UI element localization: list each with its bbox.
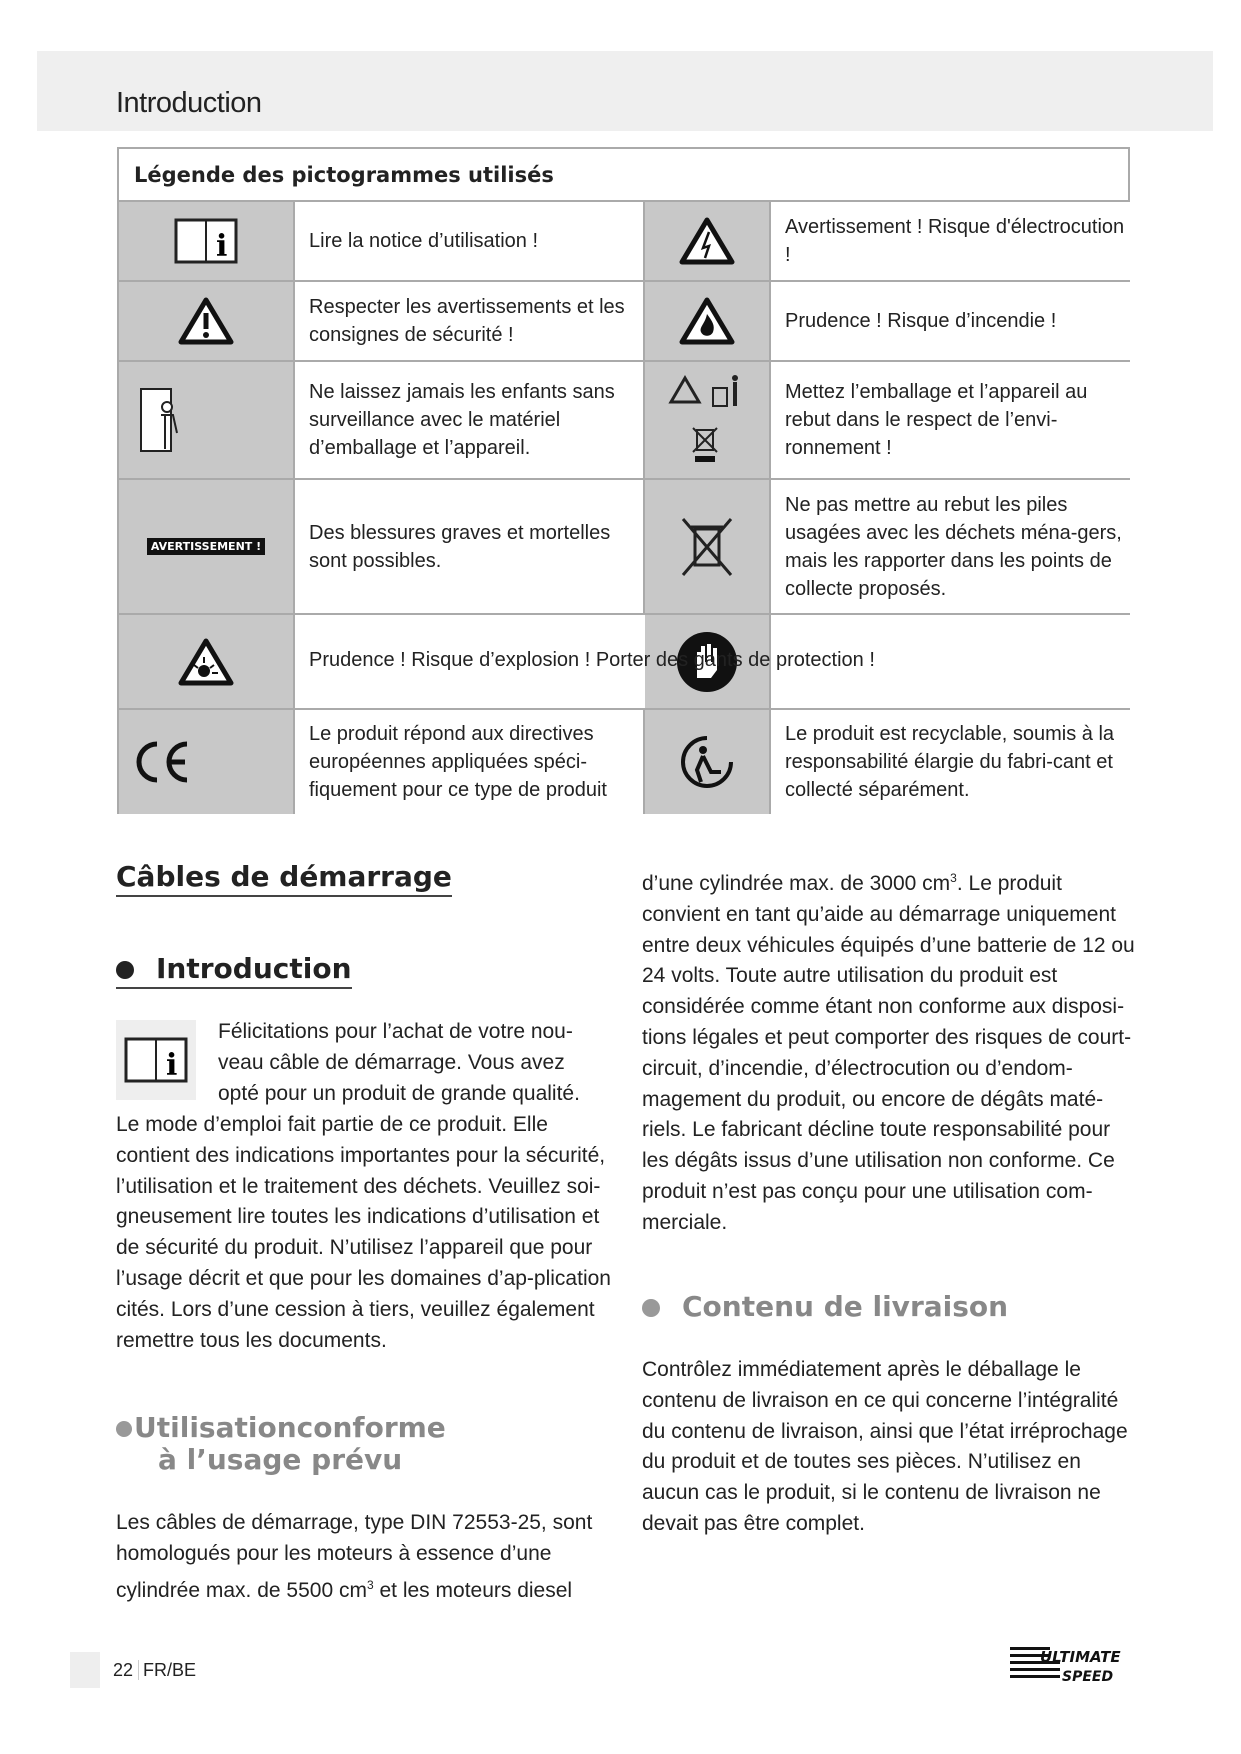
recycling-disposal-icon xyxy=(645,362,771,480)
intro-body: Le mode d’emploi fait partie de ce produit. Elle contient des indications importantes pour la sécurité, l’utilisation et le traitement des déchets. Veuillez soi-gneusement lire toutes les indications d’utilisation et de sécurité du produit. N’utilisez l’appareil que pour l’usage décrit et que pour les domaines d’ap-plication cités. Lors d’une cession à tiers, veuillez également remettre tous les documents. xyxy=(116,1113,611,1352)
ce-mark-icon xyxy=(119,710,295,814)
legend-text: Mettez l’emballage et l’appareil au rebut dans le respect de l’envi-ronnement ! xyxy=(771,362,1130,480)
child-packaging-icon xyxy=(119,362,295,480)
legend-caption: Légende des pictogrammes utilisés xyxy=(119,149,1128,202)
electric-warning-icon xyxy=(645,202,771,282)
avertissement-label: AVERTISSEMENT ! xyxy=(147,538,265,555)
intro-heading xyxy=(116,952,352,989)
legend-text: Avertissement ! Risque d'électrocution ! xyxy=(771,202,1130,282)
legend-text: Le produit est recyclable, soumis à la responsabilité élargie du fabri-cant et collecté séparément. xyxy=(771,710,1130,814)
legend-text: Le produit répond aux directives européennes appliquées spéci-fiquement pour ce type de produit xyxy=(295,710,645,814)
intro-lead: Félicitations pour l’achat de votre nou-veau câble de démarrage. Vous avez opté pour un produit de grande qualité. xyxy=(218,1020,580,1105)
superscript: 3 xyxy=(366,1577,374,1592)
explosion-warning-icon xyxy=(119,615,295,710)
usage-text: Les câbles de démarrage, type DIN 72553-25, sont homologués pour les moteurs à essence d’une cylindrée max. de 5500 cm xyxy=(116,1511,593,1602)
avertissement-label-icon xyxy=(119,480,295,615)
locale: FR/BE xyxy=(138,1660,196,1680)
intro-heading-text: Introduction xyxy=(156,952,352,985)
usage-text: et les moteurs diesel xyxy=(373,1578,573,1602)
bullet-icon xyxy=(116,961,134,979)
brand-logo xyxy=(1010,1645,1125,1685)
delivery-heading xyxy=(642,1290,1008,1323)
delivery-body: Contrôlez immédiatement après le déballage le contenu de livraison en ce qui concerne l’intégralité du contenu de livraison, ainsi que l’état irréprochage du produit et de toutes ses pièces. N’utilisez en aucun cas le produit, si le contenu de livraison ne devait pas être complet. xyxy=(642,1358,1128,1535)
svg-text:i: i xyxy=(216,229,228,264)
section-title: Câbles de démarrage xyxy=(116,860,452,897)
usage-continued xyxy=(642,863,1137,1239)
bullet-icon xyxy=(642,1299,660,1317)
fire-warning-icon xyxy=(645,282,771,362)
usage-heading xyxy=(116,1412,446,1476)
svg-text:i: i xyxy=(166,1048,178,1083)
legend-text: Prudence ! Risque d’incendie ! xyxy=(771,282,1130,362)
bullet-icon xyxy=(116,1421,132,1437)
pictogram-legend-table xyxy=(117,147,1130,814)
legend-text: Ne pas mettre au rebut les piles usagées avec les déchets ména-gers, mais les rapporter dans les points de collecte proposés. xyxy=(771,480,1130,615)
book-info-icon xyxy=(119,202,295,282)
crossed-bin-icon xyxy=(645,480,771,615)
superscript: 3 xyxy=(950,871,957,885)
page-number-text: 22 xyxy=(113,1660,134,1680)
page-number xyxy=(113,1660,196,1681)
legend-text: Lire la notice d’utilisation ! xyxy=(295,202,645,282)
page-header xyxy=(37,51,1213,131)
legend-text: Respecter les avertissements et les consignes de sécurité ! xyxy=(295,282,645,362)
delivery-heading-text: Contenu de livraison xyxy=(682,1290,1009,1323)
usage-heading-line1: Utilisationconforme xyxy=(134,1411,446,1444)
footer-marker xyxy=(70,1652,100,1688)
svg-text:SPEED: SPEED xyxy=(1062,1669,1114,1685)
legend-text: Prudence ! Risque d’explosion ! Porter des gants de protection ! xyxy=(309,649,875,671)
usage-body xyxy=(116,1508,612,1606)
svg-text:ULTIMATE: ULTIMATE xyxy=(1040,1648,1121,1666)
warning-icon xyxy=(119,282,295,362)
usage-text: d’une cylindrée max. de 3000 cm xyxy=(642,872,951,895)
page-title: Introduction xyxy=(116,87,262,119)
triman-icon xyxy=(645,710,771,814)
usage-heading-line2: à l’usage prévu xyxy=(158,1443,403,1476)
legend-text: Des blessures graves et mortelles sont possibles. xyxy=(295,480,645,615)
usage-text: . Le produit convient en tant qu’aide au démarrage uniquement entre deux véhicules équipés d’une batterie de 12 ou 24 volts. Toute autre utilisation du produit est considérée comme étant non conforme aux disposi-tions légales et peut comporter des risques de court-circuit, d’incendie, d’électrocution ou d’endom-magement du produit, ou encore de dégâts maté-riels. Le fabricant décline toute responsabilité pour les dégâts issus d’une utilisation non conforme. Ce produit n’est pas conçu pour une utilisation com-merciale. xyxy=(642,872,1135,1234)
book-info-icon xyxy=(116,1020,196,1100)
legend-text: Ne laissez jamais les enfants sans surveillance avec le matériel d’emballage et l’appareil. xyxy=(295,362,645,480)
